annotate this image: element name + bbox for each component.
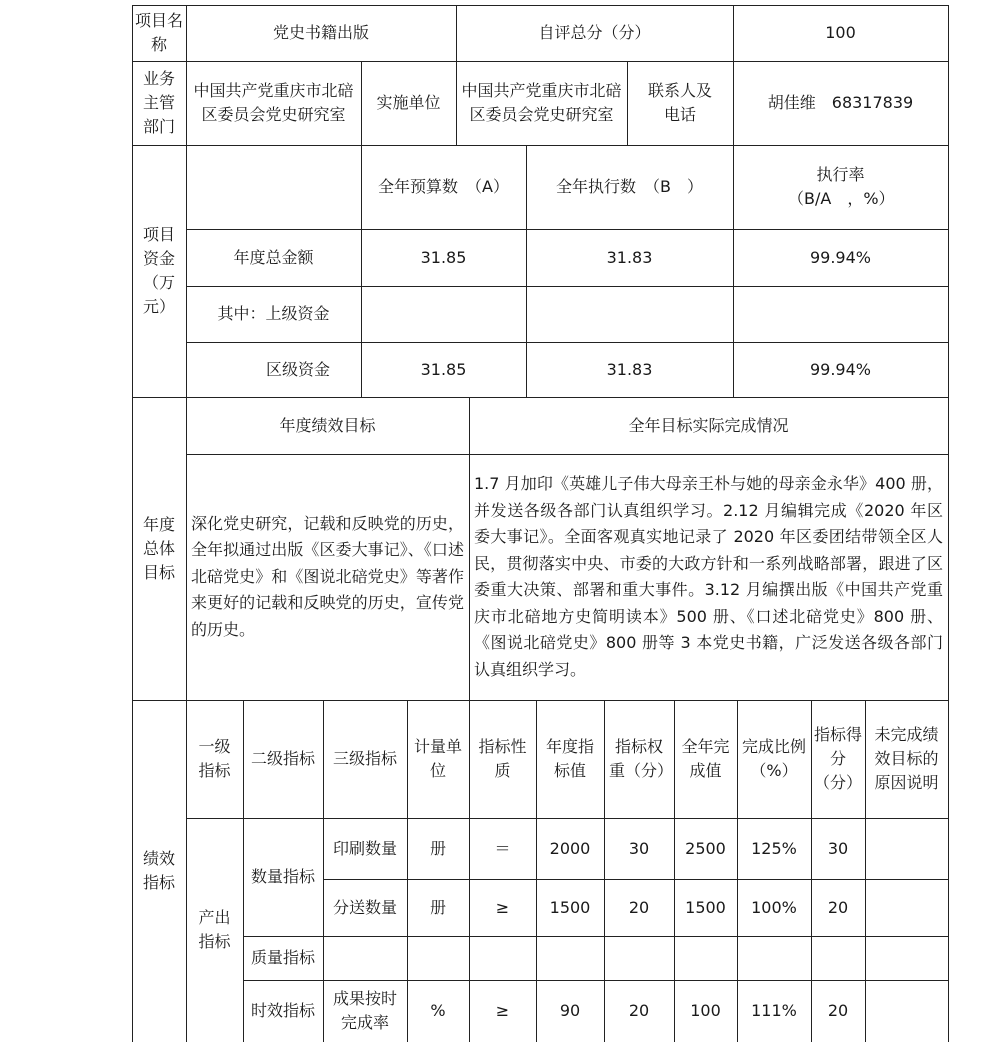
ind-row-target (536, 818, 604, 879)
cell-text: 分送数量 (332, 897, 397, 917)
grid-line (733, 5, 734, 61)
ind-row-nature (469, 980, 536, 1042)
grid-line (627, 61, 628, 145)
ind-row-score (811, 879, 865, 936)
header-text: 二级指标 (250, 749, 315, 768)
value-text: 31.83 (606, 359, 653, 379)
header-text: 指标得分（分） (814, 725, 863, 792)
total-score-label (456, 5, 733, 61)
grid-line (132, 700, 949, 701)
ind-header-level3 (323, 700, 407, 818)
grid-line (186, 5, 187, 1042)
ind-row-score (811, 818, 865, 879)
ind-header-level2 (243, 700, 323, 818)
contact-label (627, 61, 733, 145)
total-score-value (733, 5, 948, 61)
grid-line (456, 5, 457, 61)
cell-text: 30 (827, 838, 849, 858)
ind-header-target (536, 700, 604, 818)
cell-text: 册 (429, 897, 446, 917)
ind-header-unit (407, 700, 469, 818)
goals-target-text (186, 454, 469, 700)
ind-row-unit (407, 818, 469, 879)
label-text: 自评总分（分） (538, 23, 651, 42)
ind-row-unit (407, 879, 469, 936)
label-text: 项目名称 (135, 11, 184, 54)
ind-row-unit (407, 980, 469, 1042)
grid-line (132, 5, 133, 1042)
grid-line (323, 879, 949, 880)
goals-actual-text (469, 454, 948, 700)
ind-header-score (811, 700, 865, 818)
cell-text: ＝ (494, 838, 511, 858)
funds-col-exec (526, 145, 733, 229)
header-text: 未完成绩效目标的原因说明 (874, 725, 939, 792)
funds-row-exec (526, 286, 733, 342)
value-text: 党史书籍出版 (272, 23, 369, 42)
funds-row-rate (733, 286, 948, 342)
grid-line (811, 700, 812, 1042)
ind-row-target (536, 879, 604, 936)
funds-col-budget (361, 145, 526, 229)
ind-header-done (674, 700, 737, 818)
ind-header-level1 (186, 700, 243, 818)
ind-row-ratio (737, 879, 811, 936)
goals-actual-header (469, 397, 948, 454)
header-text: 完成比例（%） (742, 737, 807, 780)
header-text: 全年预算数 （A） (378, 177, 509, 196)
value-text: 胡佳维 68317839 (767, 93, 914, 112)
ind-header-reason (865, 700, 948, 818)
row-label: 年度总金额 (233, 247, 314, 267)
paragraph-text: 深化党史研究，记载和反映党的历史，全年拟通过出版《区委大事记》、《口述北碚党史》和《图说北碚党史》等著作来更好的记载和反映党的历史，宣传党的历史。 (191, 513, 464, 639)
ind-row-reason (865, 980, 948, 1042)
grid-line (132, 61, 949, 62)
cell-text: 册 (429, 838, 446, 858)
grid-line (865, 700, 866, 1042)
grid-line (186, 342, 949, 343)
funds-row-name (186, 286, 361, 342)
ind-row-reason (865, 879, 948, 936)
ind-row-done (674, 879, 737, 936)
ind-level2-quality (243, 936, 323, 980)
label-text: 绩效指标 (142, 849, 175, 892)
value-text: 99.94% (809, 359, 871, 379)
value-text: 99.94% (809, 247, 871, 267)
funds-row-exec (526, 342, 733, 397)
cell-text: 125% (751, 838, 797, 858)
ind-row-nature (469, 818, 536, 879)
funds-row-budget (361, 286, 526, 342)
grid-line (604, 700, 605, 1042)
cell-text: 1500 (549, 897, 591, 917)
grid-line (469, 397, 470, 700)
cell-text: 2000 (549, 838, 591, 858)
funds-row-budget (361, 342, 526, 397)
grid-line (132, 5, 949, 6)
grid-line (243, 700, 244, 1042)
cell-text: 产出指标 (198, 908, 231, 951)
impl-unit-value (456, 61, 627, 145)
header-text: 指标权重（分） (609, 737, 674, 780)
grid-line (186, 818, 949, 819)
project-name-value (186, 5, 456, 61)
header-text: 一级指标 (198, 737, 231, 780)
cell-text: 印刷数量 (332, 838, 397, 858)
funds-row-name (186, 229, 361, 286)
label-text: 年度总体目标 (142, 514, 175, 582)
grid-line (674, 700, 675, 1042)
value-text: 100 (825, 23, 856, 42)
grid-line (526, 145, 527, 397)
ind-row-target (536, 980, 604, 1042)
cell-text: 20 (628, 897, 650, 917)
paragraph-text: 1.7 月加印《英雄儿子伟大母亲王朴与她的母亲金永华》400 册，并发送各级各部门认真组织学习。2.12 月编辑完成《2020 年区委大事记》。全面客观真实地记录了 2020 年区委团结带领全区人民，贯彻落实中央、市委的大政方针和一系列战略部署，跟进了区委重大决策、部署和重大事件。3.12 月编撰出版《中国共产党重庆市北碚地方史简明读本》500 册、《口述北碚党史》800 册、《图说北碚党史》800 册等 3 本党史书籍，广泛发送各级各部门认真组织学习。 (474, 474, 943, 679)
grid-line (733, 145, 734, 397)
cell-text: 111% (751, 1001, 797, 1020)
value-text: 31.85 (420, 247, 467, 267)
grid-line (737, 700, 738, 1042)
funds-row-name (186, 342, 361, 397)
cell-text: 20 (827, 1001, 849, 1020)
cell-text: 20 (827, 897, 849, 917)
funds-row-budget (361, 229, 526, 286)
funds-col-rate (733, 145, 948, 229)
ind-row-done (674, 980, 737, 1042)
grid-line (186, 454, 949, 455)
ind-row-name (323, 818, 407, 879)
funds-label (132, 145, 186, 397)
cell-text: ≥ (495, 1001, 510, 1020)
label-text: 实施单位 (376, 93, 441, 112)
header-text: 全年完成值 (681, 737, 730, 780)
ind-header-ratio (737, 700, 811, 818)
goals-target-header (186, 397, 469, 454)
ind-row-weight (604, 879, 674, 936)
ind-row-done (674, 818, 737, 879)
grid-line (323, 700, 324, 1042)
dept-value (186, 61, 361, 145)
ind-row-ratio (737, 818, 811, 879)
funds-row-rate (733, 229, 948, 286)
cell-text: 数量指标 (250, 867, 315, 886)
grid-line (948, 5, 949, 1042)
ind-row-name (323, 879, 407, 936)
funds-row-rate (733, 342, 948, 397)
header-text: 年度指标值 (545, 737, 594, 780)
indicators-label (132, 700, 186, 1042)
ind-row-name (323, 980, 407, 1042)
dept-label (132, 61, 186, 145)
grid-line (243, 936, 949, 937)
ind-row-ratio (737, 980, 811, 1042)
ind-level1-output (186, 818, 243, 1042)
grid-line (456, 61, 457, 145)
cell-text: % (430, 1001, 446, 1020)
ind-row-reason (865, 818, 948, 879)
ind-row-score (811, 980, 865, 1042)
label-text: 项目资金（万元） (142, 225, 175, 316)
header-text: 全年目标实际完成情况 (628, 415, 789, 435)
header-text: 指标性质 (478, 737, 527, 780)
cell-text: 成果按时完成率 (333, 989, 398, 1032)
cell-text: 90 (559, 1001, 581, 1020)
header-text: 计量单位 (413, 737, 462, 780)
grid-line (186, 229, 949, 230)
project-name-label (132, 5, 186, 61)
value-text: 31.85 (420, 359, 467, 379)
cell-text: 100% (751, 897, 797, 917)
value-text: 中国共产党重庆市北碚区委员会党史研究室 (193, 81, 354, 124)
header-text: 全年执行数 （B ） (556, 177, 703, 196)
ind-row-weight (604, 818, 674, 879)
grid-line (536, 700, 537, 1042)
contact-value (733, 61, 948, 145)
cell-text: 质量指标 (250, 948, 315, 967)
cell-text: ≥ (495, 897, 510, 917)
grid-line (132, 397, 949, 398)
grid-line (733, 61, 734, 145)
value-text: 中国共产党重庆市北碚区委员会党史研究室 (461, 81, 622, 124)
cell-text: 20 (628, 1001, 650, 1020)
grid-line (407, 700, 408, 1042)
header-text: 年度绩效目标 (279, 415, 376, 435)
grid-line (469, 700, 470, 1042)
ind-row-weight (604, 980, 674, 1042)
grid-line (361, 61, 362, 145)
cell-text: 时效指标 (250, 1001, 315, 1020)
header-text: 执行率（B/A ，%） (788, 165, 895, 208)
funds-row-exec (526, 229, 733, 286)
cell-text: 2500 (685, 838, 726, 858)
ind-header-nature (469, 700, 536, 818)
grid-line (186, 286, 949, 287)
row-label: 区级资金 (266, 359, 331, 379)
grid-line (243, 980, 949, 981)
label-text: 业务主管部门 (142, 69, 175, 136)
impl-unit-label (361, 61, 456, 145)
cell-text: 1500 (685, 897, 726, 917)
goals-label (132, 397, 186, 700)
grid-line (132, 145, 949, 146)
cell-text: 30 (628, 838, 650, 858)
ind-level2-time (243, 980, 323, 1042)
ind-header-weight (604, 700, 674, 818)
header-text: 三级指标 (332, 749, 397, 768)
cell-text: 100 (690, 1001, 721, 1020)
grid-line (361, 145, 362, 397)
ind-row-nature (469, 879, 536, 936)
ind-level2-quantity (243, 818, 323, 936)
row-label: 其中：上级资金 (217, 304, 330, 323)
value-text: 31.83 (606, 247, 653, 267)
label-text: 联系人及电话 (647, 81, 712, 124)
